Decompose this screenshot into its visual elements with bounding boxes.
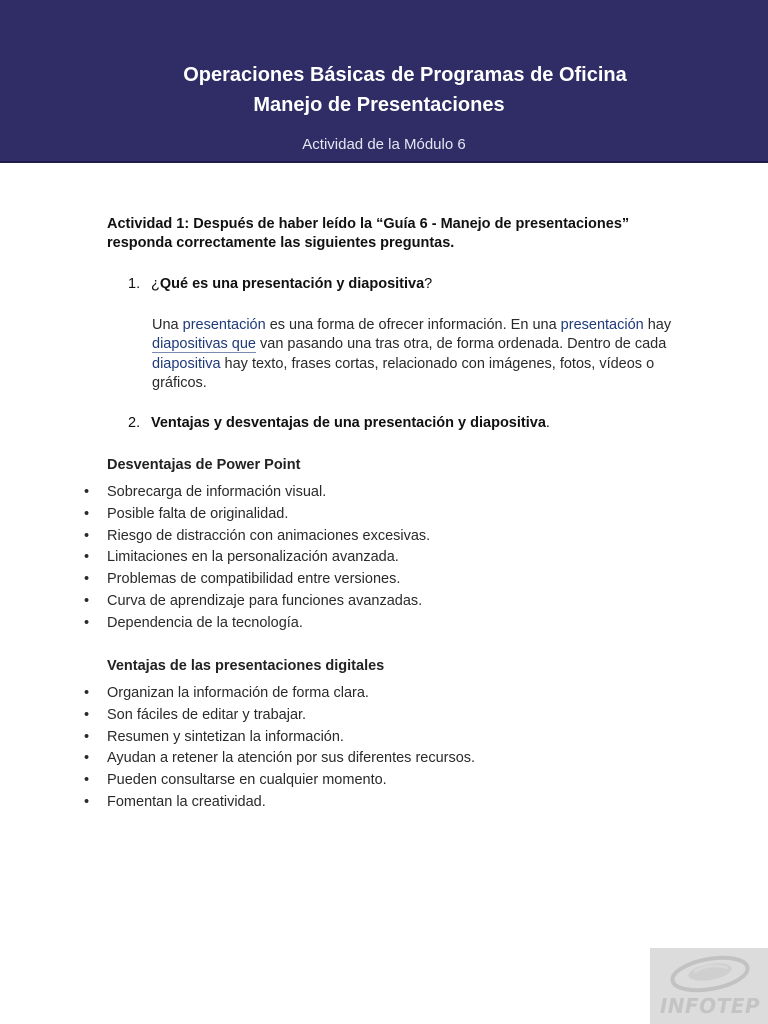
answer-text: hay texto, frases cortas, relacionado con imágenes, fotos, vídeos o gráficos. [152, 355, 655, 391]
list-item [0, 613, 600, 635]
list-item [0, 569, 600, 591]
question-number: 1. [128, 276, 141, 292]
question-number: 2. [128, 415, 141, 431]
highlighted-term: presentación [182, 317, 266, 333]
bullet-icon: • [84, 592, 90, 609]
list-item [0, 792, 600, 814]
highlighted-term: presentación [560, 317, 644, 333]
advantages-heading: Ventajas de las presentaciones digitales [107, 658, 385, 674]
question-prefix: ¿ [151, 276, 160, 292]
bullet-icon: • [84, 505, 90, 522]
question-suffix: ? [424, 276, 433, 292]
disadvantages-list [0, 482, 600, 635]
list-item-text: Sobrecarga de información visual. [107, 484, 327, 500]
bullet-icon: • [84, 549, 90, 566]
list-item-text: Resumen y sintetizan la información. [107, 728, 344, 745]
list-item-text: Fomentan la creatividad. [107, 793, 266, 810]
list-item-text: Dependencia de la tecnología. [107, 614, 303, 631]
question-text: Qué es una presentación y diapositiva [159, 276, 425, 292]
bullet-icon: • [84, 728, 90, 745]
bullet-icon: • [84, 793, 90, 810]
list-item [0, 770, 600, 792]
list-item-text: Posible falta de originalidad. [107, 505, 289, 522]
header-banner [0, 0, 768, 163]
list-item-text: Organizan la información de forma clara. [107, 685, 369, 701]
activity-intro: Actividad 1: Después de haber leído la “Guía 6 - Manejo de presentaciones” responda correctamente las siguientes preguntas. [107, 216, 630, 251]
highlighted-term: diapositivas que [152, 336, 256, 353]
list-item [0, 748, 600, 770]
list-item-text: Riesgo de distracción con animaciones excesivas. [107, 527, 431, 544]
list-item [0, 504, 600, 526]
question-1 [128, 275, 432, 294]
watermark-text: INFOTEP [659, 994, 761, 1018]
list-item [0, 526, 600, 548]
list-item-text: Limitaciones en la personalización avanzada. [107, 549, 399, 566]
list-item [0, 482, 600, 504]
list-item [0, 591, 600, 613]
answer-text: es una forma de ofrecer información. En una [265, 317, 561, 333]
infotep-watermark [650, 948, 768, 1024]
list-item [0, 705, 600, 727]
list-item-text: Pueden consultarse en cualquier momento. [107, 772, 387, 789]
bullet-icon: • [84, 614, 90, 631]
disadvantages-heading: Desventajas de Power Point [107, 457, 301, 473]
bullet-icon: • [84, 706, 90, 723]
answer-1 [152, 316, 672, 393]
list-item-text: Curva de aprendizaje para funciones avanzadas. [107, 592, 423, 609]
document-title: Operaciones Básicas de Programas de Oficina [183, 64, 627, 86]
module-label: Actividad de la Módulo 6 [302, 136, 466, 153]
document-subtitle: Manejo de Presentaciones [253, 94, 505, 116]
answer-text: Una [152, 317, 183, 333]
advantages-list [0, 683, 600, 814]
question-2 [128, 414, 550, 433]
list-item-text: Problemas de compatibilidad entre versiones. [107, 571, 401, 588]
bullet-icon: • [84, 484, 90, 500]
bullet-icon: • [84, 527, 90, 544]
list-item [0, 727, 600, 749]
list-item-text: Son fáciles de editar y trabajar. [107, 706, 307, 723]
bullet-icon: • [84, 685, 90, 701]
question-text: Ventajas y desventajas de una presentación y diapositiva [151, 415, 546, 431]
answer-text: van pasando una tras otra, de forma ordenada. Dentro de cada [256, 336, 667, 353]
list-item [0, 683, 600, 705]
list-item [0, 547, 600, 569]
bullet-icon: • [84, 750, 90, 767]
highlighted-term: diapositiva [152, 355, 221, 372]
bullet-icon: • [84, 571, 90, 588]
answer-text: hay [643, 317, 672, 333]
list-item-text: Ayudan a retener la atención por sus diferentes recursos. [107, 750, 476, 767]
bullet-icon: • [84, 772, 90, 789]
question-suffix: . [545, 415, 550, 431]
